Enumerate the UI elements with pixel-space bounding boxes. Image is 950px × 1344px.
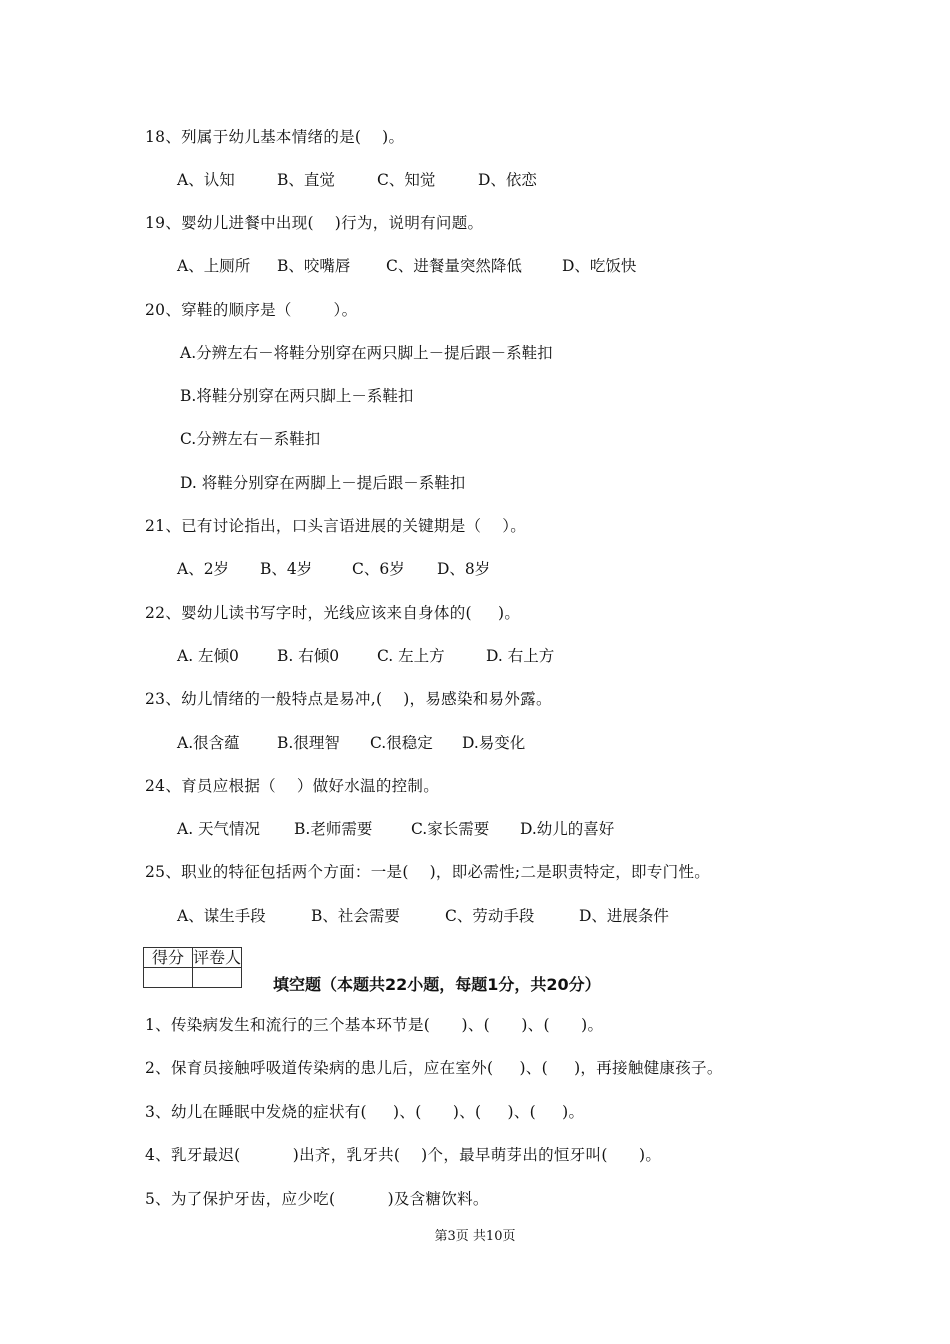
question-22-option-d: D. 右上方 [486,647,555,665]
question-22-option-b: B. 右倾0 [277,647,340,665]
question-20-option-c: C.分辨左右－系鞋扣 [180,430,321,448]
question-23-option-a: A.很含蕴 [177,734,240,752]
question-18-option-c: C、知觉 [377,171,436,189]
question-21-option-a: A、2岁 [177,560,230,578]
score-cell[interactable] [144,968,193,988]
question-24-option-b: B.老师需要 [294,820,373,838]
question-22-option-a: A. 左倾0 [177,647,239,665]
question-20-stem: 20、穿鞋的顺序是（ ）。 [145,301,358,319]
question-21-stem: 21、已有讨论指出，口头言语进展的关键期是（ ）。 [145,517,527,535]
question-24-option-d: D.幼儿的喜好 [520,820,615,838]
question-18-option-a: A、认知 [177,171,235,189]
question-22-stem: 22、婴幼儿读书写字时，光线应该来自身体的( )。 [145,604,521,622]
question-19-option-b: B、咬嘴唇 [277,257,351,275]
page-footer: 第3页 共10页 [434,1229,516,1244]
score-table [143,947,242,988]
question-24-stem: 24、育员应根据（ ）做好水温的控制。 [145,777,440,795]
question-18-option-b: B、直觉 [277,171,335,189]
question-21-option-b: B、4岁 [260,560,313,578]
question-19-option-c: C、进餐量突然降低 [386,257,522,275]
score-header: 得分 [144,948,193,968]
fill-question-4: 4、乳牙最迟( )出齐，乳牙共( )个，最早萌芽出的恒牙叫( )。 [145,1146,662,1164]
question-19-option-a: A、上厕所 [177,257,251,275]
question-24-option-a: A. 天气情况 [177,820,261,838]
question-25-option-a: A、谋生手段 [177,907,266,925]
question-21-option-d: D、8岁 [437,560,491,578]
question-21-option-c: C、6岁 [352,560,405,578]
question-25-option-c: C、劳动手段 [445,907,535,925]
question-23-option-b: B.很理智 [277,734,340,752]
question-20-option-b: B.将鞋分别穿在两只脚上－系鞋扣 [180,387,414,405]
question-22-option-c: C. 左上方 [377,647,445,665]
fill-question-3: 3、幼儿在睡眠中发烧的症状有( )、( )、( )、( )。 [145,1103,585,1121]
question-25-option-d: D、进展条件 [579,907,669,925]
grader-cell[interactable] [193,968,242,988]
question-25-option-b: B、社会需要 [311,907,400,925]
fill-question-2: 2、保育员接触呼吸道传染病的患儿后，应在室外( )、( )，再接触健康孩子。 [145,1059,723,1077]
question-18-stem: 18、列属于幼儿基本情绪的是( )。 [145,128,405,146]
section-title: 填空题（本题共22小题，每题1分，共20分） [273,975,601,994]
question-24-option-c: C.家长需要 [411,820,490,838]
fill-question-5: 5、为了保护牙齿，应少吃( )及含糖饮料。 [145,1190,489,1208]
question-23-option-d: D.易变化 [462,734,526,752]
question-20-option-a: A.分辨左右－将鞋分别穿在两只脚上－提后跟－系鞋扣 [180,344,553,362]
question-19-option-d: D、吃饭快 [562,257,637,275]
question-23-option-c: C.很稳定 [370,734,433,752]
question-18-option-d: D、依恋 [478,171,537,189]
question-23-stem: 23、幼儿情绪的一般特点是易冲,( )，易感染和易外露。 [145,690,552,708]
fill-question-1: 1、传染病发生和流行的三个基本环节是( )、( )、( )。 [145,1016,604,1034]
question-20-option-d: D. 将鞋分别穿在两脚上－提后跟－系鞋扣 [180,474,466,492]
question-25-stem: 25、职业的特征包括两个方面：一是( )，即必需性;二是职责特定，即专门性。 [145,863,711,881]
grader-header: 评卷人 [193,948,242,967]
question-19-stem: 19、婴幼儿进餐中出现( )行为，说明有问题。 [145,214,484,232]
